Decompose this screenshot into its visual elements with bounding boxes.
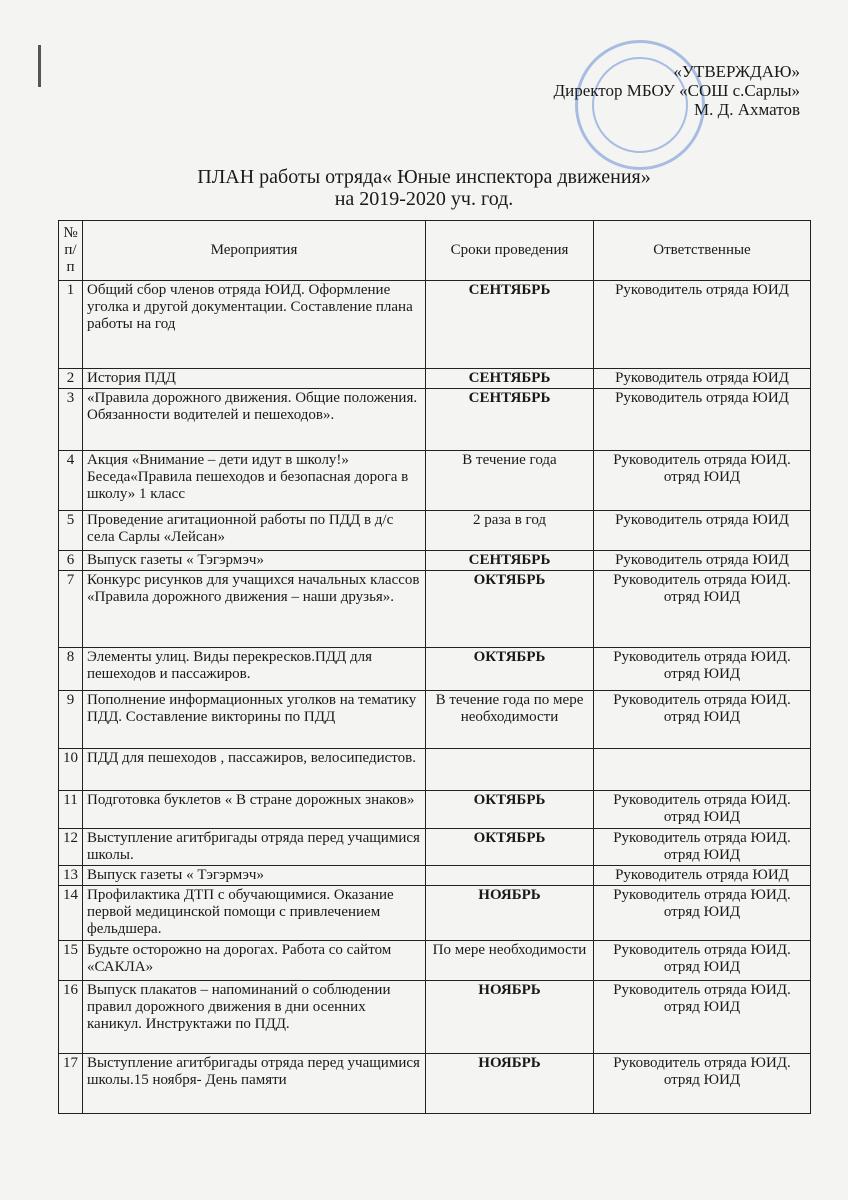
- row-activity: Выпуск газеты « Тэгэрмэч»: [83, 551, 426, 571]
- row-number: 14: [59, 886, 83, 941]
- row-number: 4: [59, 451, 83, 511]
- row-number: 1: [59, 281, 83, 369]
- row-responsible: Руководитель отряда ЮИД. отряд ЮИД: [594, 451, 811, 511]
- row-responsible: Руководитель отряда ЮИД. отряд ЮИД: [594, 941, 811, 981]
- header-number: № п/п: [59, 221, 83, 281]
- row-number: 2: [59, 369, 83, 389]
- row-number: 5: [59, 511, 83, 551]
- row-activity: Будьте осторожно на дорогах. Работа со сайтом «САКЛА»: [83, 941, 426, 981]
- table-row: [59, 389, 811, 451]
- table-row: [59, 1054, 811, 1114]
- table-row: [59, 886, 811, 941]
- row-number: 15: [59, 941, 83, 981]
- table-row: [59, 648, 811, 691]
- approval-position: Директор МБОУ «СОШ с.Сарлы»: [553, 81, 800, 100]
- row-responsible: Руководитель отряда ЮИД: [594, 866, 811, 886]
- table-header: [59, 221, 811, 281]
- row-date: НОЯБРЬ: [426, 981, 594, 1054]
- row-number: 9: [59, 691, 83, 749]
- row-number: 12: [59, 829, 83, 866]
- approval-block: [470, 62, 800, 119]
- row-date: [426, 749, 594, 791]
- row-responsible: Руководитель отряда ЮИД. отряд ЮИД: [594, 648, 811, 691]
- row-number: 3: [59, 389, 83, 451]
- row-responsible: Руководитель отряда ЮИД. отряд ЮИД: [594, 886, 811, 941]
- row-number: 16: [59, 981, 83, 1054]
- row-activity: Выпуск плакатов – напоминаний о соблюдении правил дорожного движения в дни осенних каникул. Инструктажи по ПДД.: [83, 981, 426, 1054]
- row-date: НОЯБРЬ: [426, 1054, 594, 1114]
- header-activity: Мероприятия: [83, 221, 426, 281]
- row-date: ОКТЯБРЬ: [426, 648, 594, 691]
- table-row: [59, 511, 811, 551]
- row-date: В течение года по мере необходимости: [426, 691, 594, 749]
- approval-signer: М. Д. Ахматов: [694, 100, 800, 119]
- row-date: СЕНТЯБРЬ: [426, 281, 594, 369]
- row-activity: Проведение агитационной работы по ПДД в д/с села Сарлы «Лейсан»: [83, 511, 426, 551]
- row-responsible: Руководитель отряда ЮИД: [594, 511, 811, 551]
- document-title: [0, 166, 848, 210]
- row-date: По мере необходимости: [426, 941, 594, 981]
- row-activity: Общий сбор членов отряда ЮИД. Оформление уголка и другой документации. Составление плана работы на год: [83, 281, 426, 369]
- row-number: 7: [59, 571, 83, 648]
- row-date: НОЯБРЬ: [426, 886, 594, 941]
- row-date: ОКТЯБРЬ: [426, 571, 594, 648]
- header-responsible: Ответственные: [594, 221, 811, 281]
- header-dates: Сроки проведения: [426, 221, 594, 281]
- table-row: [59, 571, 811, 648]
- row-activity: ПДД для пешеходов , пассажиров, велосипедистов.: [83, 749, 426, 791]
- table-row: [59, 866, 811, 886]
- row-date: [426, 866, 594, 886]
- row-date: 2 раза в год: [426, 511, 594, 551]
- row-activity: Пополнение информационных уголков на тематику ПДД. Составление викторины по ПДД: [83, 691, 426, 749]
- title-line-1: ПЛАН работы отряда« Юные инспектора движения»: [197, 166, 651, 188]
- row-responsible: [594, 749, 811, 791]
- table-row: [59, 749, 811, 791]
- row-date: ОКТЯБРЬ: [426, 829, 594, 866]
- table-row: [59, 281, 811, 369]
- row-activity: Выступление агитбригады отряда перед учащимися школы.15 ноября- День памяти: [83, 1054, 426, 1114]
- row-activity: Выпуск газеты « Тэгэрмэч»: [83, 866, 426, 886]
- row-number: 8: [59, 648, 83, 691]
- row-number: 13: [59, 866, 83, 886]
- row-responsible: Руководитель отряда ЮИД. отряд ЮИД: [594, 691, 811, 749]
- approval-heading: «УТВЕРЖДАЮ»: [673, 62, 800, 81]
- table-row: [59, 551, 811, 571]
- table-row: [59, 691, 811, 749]
- table-row: [59, 369, 811, 389]
- row-responsible: Руководитель отряда ЮИД: [594, 389, 811, 451]
- row-responsible: Руководитель отряда ЮИД: [594, 551, 811, 571]
- row-number: 6: [59, 551, 83, 571]
- row-date: СЕНТЯБРЬ: [426, 369, 594, 389]
- row-number: 17: [59, 1054, 83, 1114]
- row-activity: Конкурс рисунков для учащихся начальных классов «Правила дорожного движения – наши друзья».: [83, 571, 426, 648]
- row-date: В течение года: [426, 451, 594, 511]
- row-date: СЕНТЯБРЬ: [426, 551, 594, 571]
- row-responsible: Руководитель отряда ЮИД. отряд ЮИД: [594, 981, 811, 1054]
- row-date: ОКТЯБРЬ: [426, 791, 594, 829]
- row-responsible: Руководитель отряда ЮИД. отряд ЮИД: [594, 791, 811, 829]
- row-date: СЕНТЯБРЬ: [426, 389, 594, 451]
- plan-table: [58, 220, 811, 1114]
- row-responsible: Руководитель отряда ЮИД: [594, 369, 811, 389]
- row-responsible: Руководитель отряда ЮИД. отряд ЮИД: [594, 571, 811, 648]
- table-row: [59, 451, 811, 511]
- row-activity: «Правила дорожного движения. Общие положения. Обязанности водителей и пешеходов».: [83, 389, 426, 451]
- row-responsible: Руководитель отряда ЮИД. отряд ЮИД: [594, 1054, 811, 1114]
- row-responsible: Руководитель отряда ЮИД: [594, 281, 811, 369]
- row-responsible: Руководитель отряда ЮИД. отряд ЮИД: [594, 829, 811, 866]
- row-activity: Акция «Внимание – дети идут в школу!» Беседа«Правила пешеходов и безопасная дорога в школу» 1 класс: [83, 451, 426, 511]
- table-row: [59, 791, 811, 829]
- title-line-2: на 2019-2020 уч. год.: [334, 188, 514, 210]
- row-activity: Выступление агитбригады отряда перед учащимися школы.: [83, 829, 426, 866]
- row-number: 11: [59, 791, 83, 829]
- table-row: [59, 829, 811, 866]
- row-activity: Подготовка буклетов « В стране дорожных знаков»: [83, 791, 426, 829]
- table-row: [59, 981, 811, 1054]
- pen-mark: [38, 45, 41, 87]
- row-activity: Профилактика ДТП с обучающимися. Оказание первой медицинской помощи с привлечением фельдшера.: [83, 886, 426, 941]
- row-activity: История ПДД: [83, 369, 426, 389]
- row-number: 10: [59, 749, 83, 791]
- table-row: [59, 941, 811, 981]
- row-activity: Элементы улиц. Виды перекресков.ПДД для пешеходов и пассажиров.: [83, 648, 426, 691]
